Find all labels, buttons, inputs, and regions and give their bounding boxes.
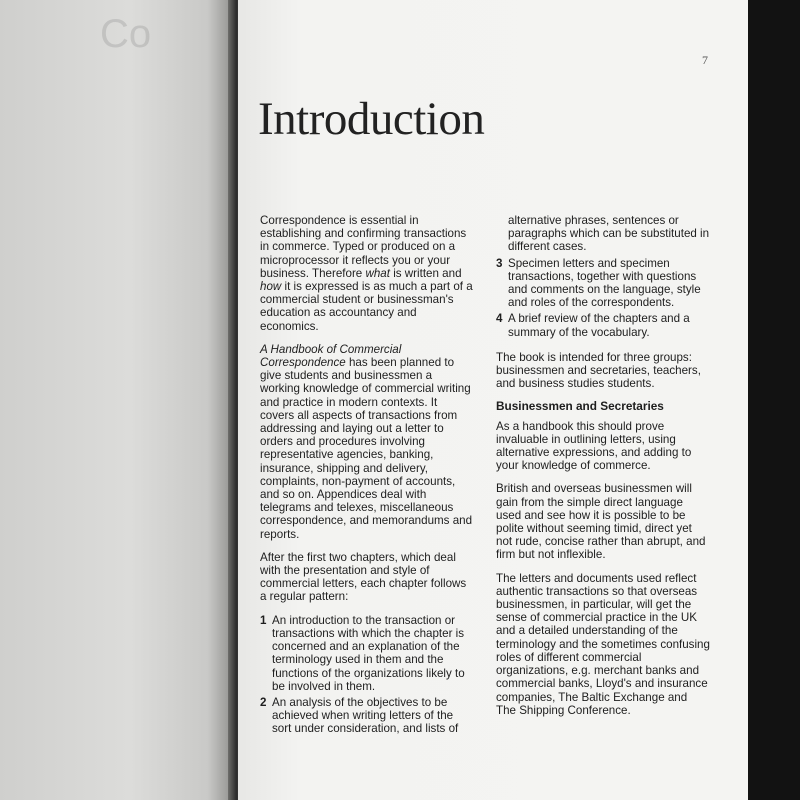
groups-paragraph: The book is intended for three groups: businessmen and secretaries, teachers, and business studies students. [496,350,701,391]
page-title: Introduction [258,93,485,145]
facing-page [0,0,236,800]
list-item-continuation: alternative phrases, sentences or paragraphs which can be substituted in different cases. [508,214,710,254]
list-item: 3 Specimen letters and specimen transactions, together with questions and comments on the language, style and roles of the correspondents. [496,256,701,310]
letters-paragraph: The letters and documents used reflect authentic transactions so that overseas businessmen, in particular, will get the sense of commercial practice in the UK and a detailed understanding of the terminology and the sometimes confusing roles of different commercial organizations, e.g. merchant banks and commercial banks, Lloyd's and insurance companies, The Baltic Exchange and The Shipping Conference. [496,571,710,717]
section-heading: Businessmen and Secretaries [496,399,664,414]
left-column [260,214,474,739]
show-through-text: Co [100,12,152,56]
list-item: 4 A brief review of the chapters and a summary of the vocabulary. [496,312,690,339]
list-item: 2 An analysis of the objectives to be achieved when writing letters of the sort under consideration, and lists of [260,695,459,736]
intro-paragraph: Correspondence is essential in establishing and confirming transactions in commerce. Typed or produced on a microprocessor it reflects you or your business. Therefore what is written and how it is expressed is as much a part of a commercial student or businessman's education as accountancy and economics. [260,214,473,333]
background-edge [748,0,800,800]
right-column [496,214,710,727]
handbook-use-paragraph: As a handbook this should prove invaluable in outlining letters, using alternative expressions, and adding to your knowledge of commerce. [496,419,692,473]
british-paragraph: British and overseas businessmen will gain from the simple direct language used and see how it is possible to be polite without seeming timid, direct yet not rude, concise rather than abrupt, and firm but not inflexible. [496,482,706,562]
handbook-paragraph: A Handbook of Commercial Correspondence has been planned to give students and businessmen a working knowledge of commercial writing and practice in modern contexts. It covers all aspects of transactions from addressing and laying out a letter to orders and procedures involving representative agencies, banking, insurance, shipping and delivery, complaints, non-payment of accounts, and so on. Appendices deal with telegrams and telexes, miscellaneous correspondence, and memorandums and reports. [260,342,473,541]
page-number: 7 [702,53,708,67]
book-page [238,0,748,800]
list-item: 1 An introduction to the transaction or transactions with which the chapter is concerned and an explanation of the terminology used in them and the functions of the organizations likely to be involved in them. [260,613,465,693]
pattern-paragraph: After the first two chapters, which deal with the presentation and style of commercial letters, each chapter follows a regular pattern: [260,550,467,604]
